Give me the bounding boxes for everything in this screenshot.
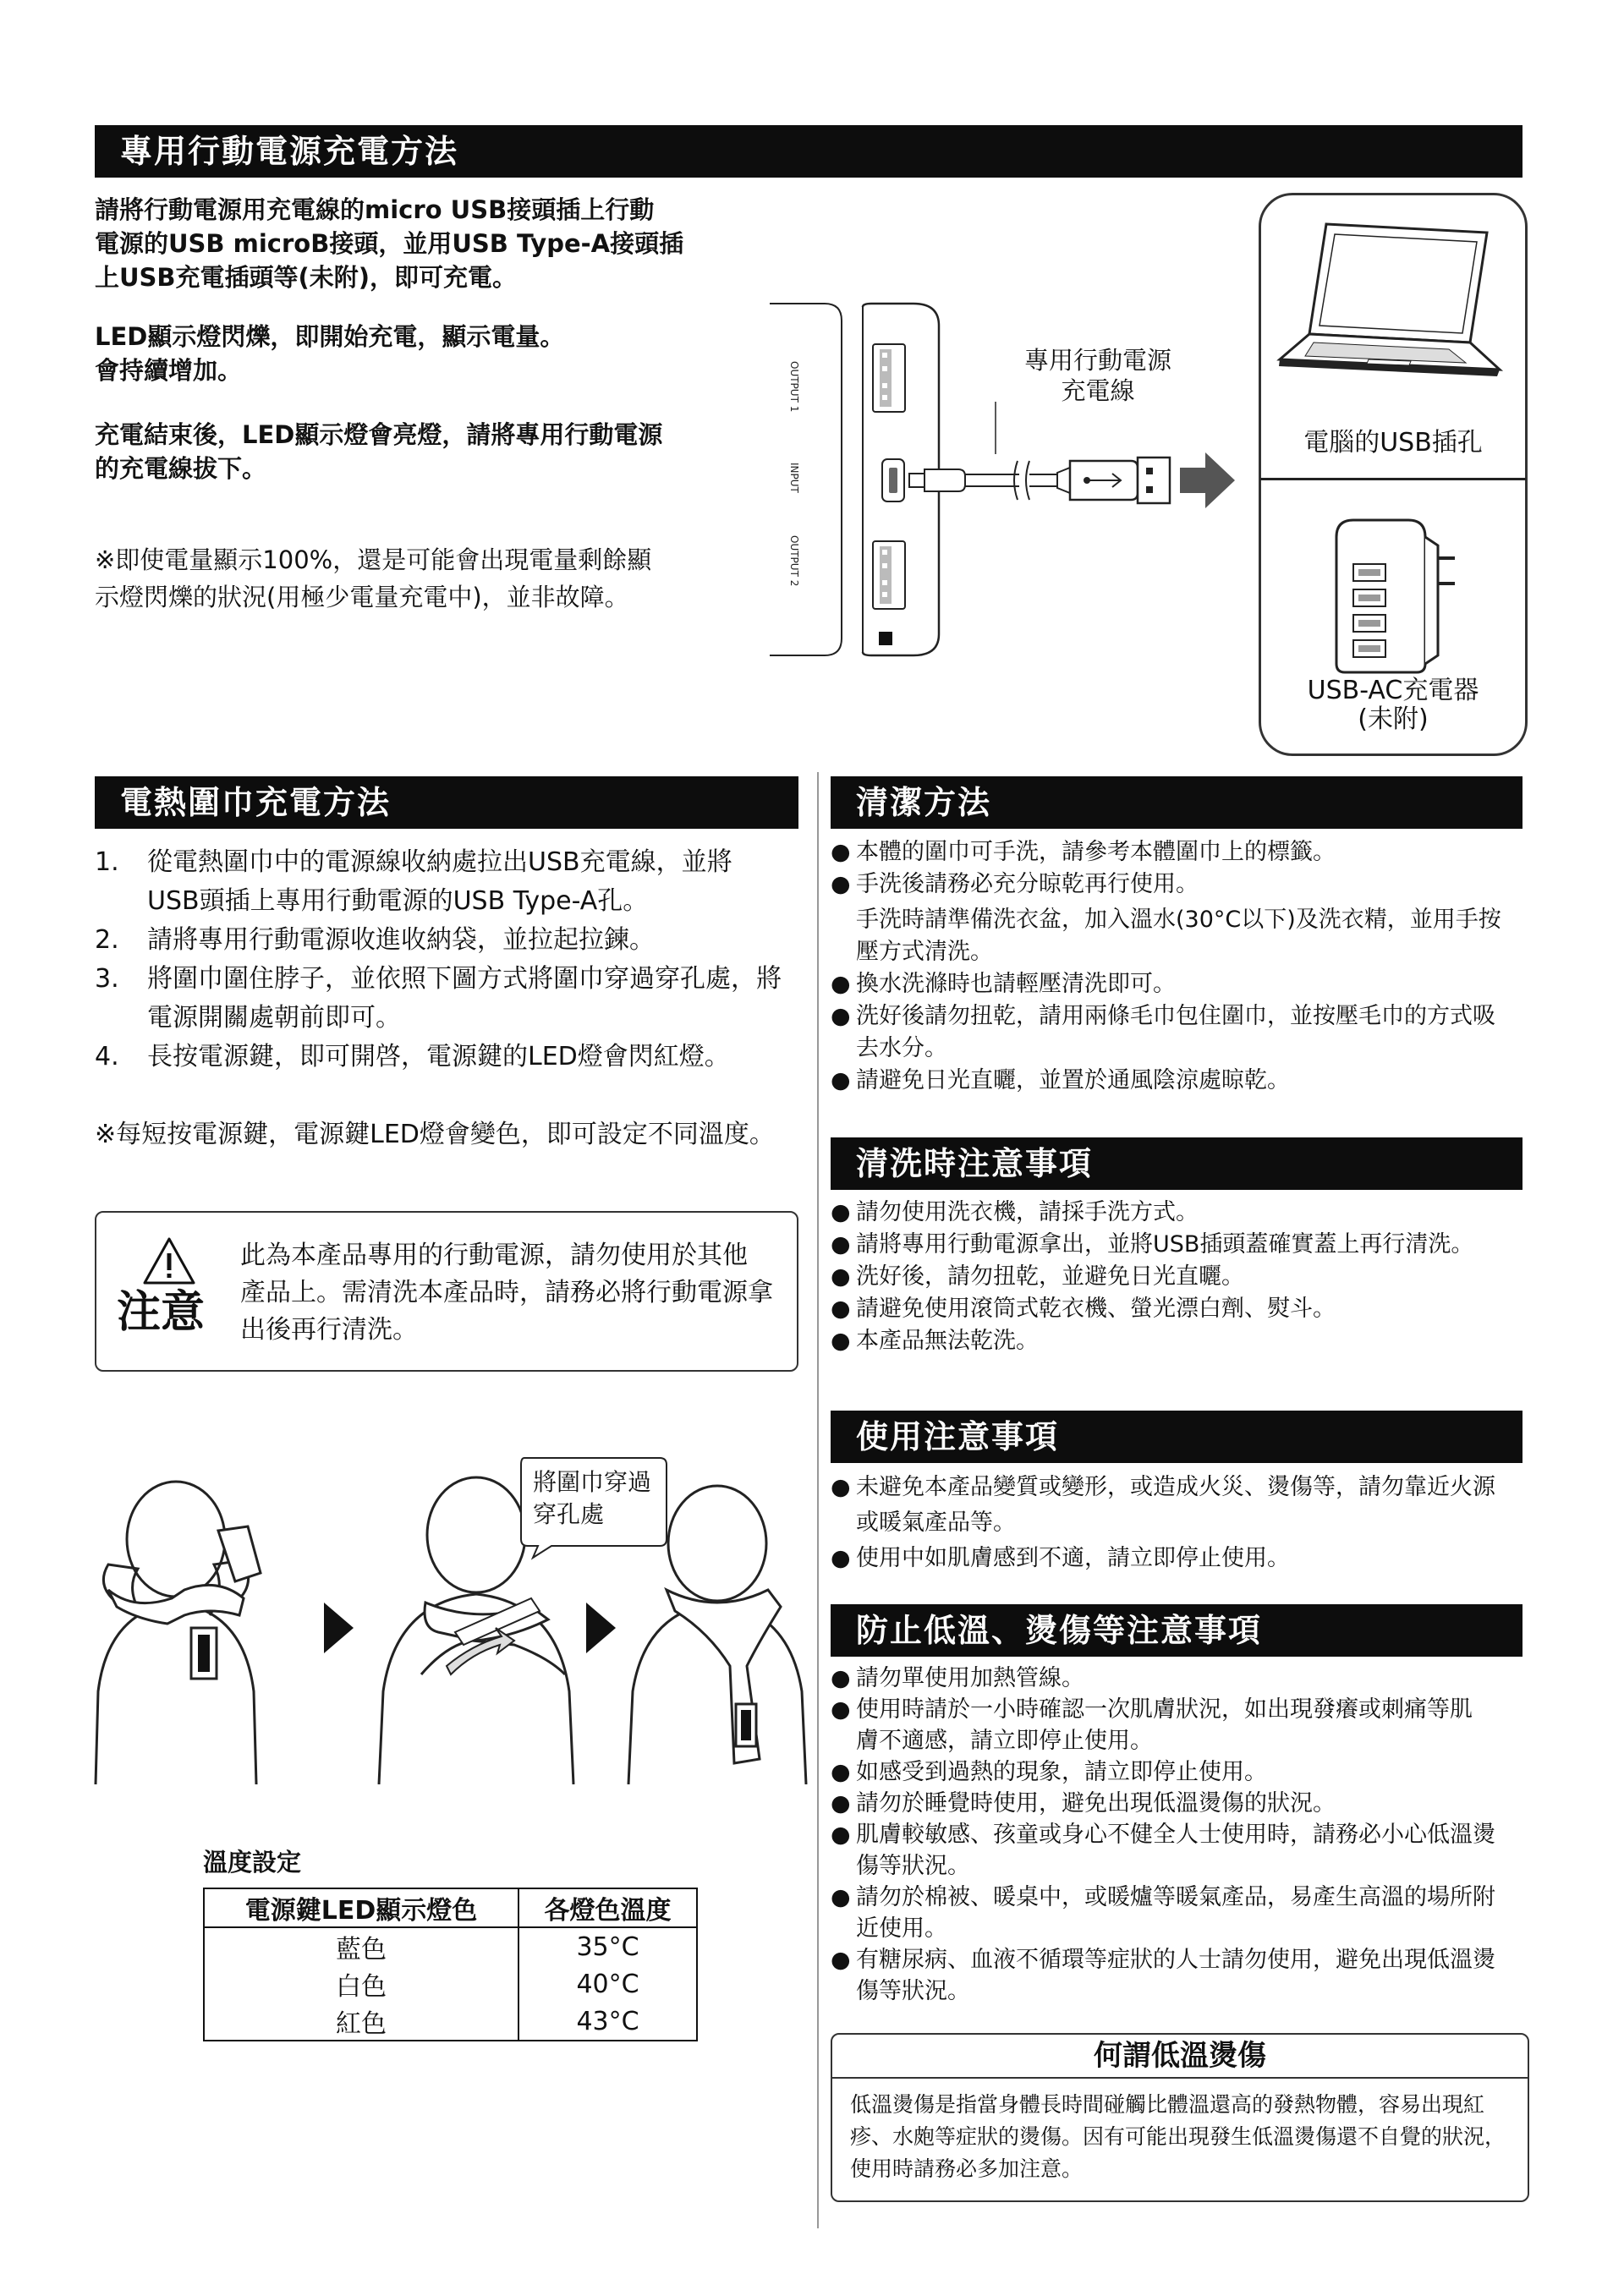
temperature-header-temp: 各燈色溫度: [518, 1888, 697, 1927]
temperature-header-row: [204, 1888, 697, 1927]
table-row: [204, 1965, 697, 2003]
color-cell: 白色: [204, 1965, 518, 2003]
list-item: ● 未避免本產品變質或變形，或造成火災、燙傷等，請勿靠近火源 或暖氣產品等。: [831, 1470, 1533, 1541]
scarf-temperature-note: ※每短按電源鍵，電源鍵LED燈會變色，即可設定不同溫度。: [95, 1120, 775, 1149]
port-label-input: INPUT: [788, 463, 800, 493]
temp-cell: 43°C: [518, 2003, 697, 2041]
port-label-output1: OUTPUT 1: [788, 361, 800, 413]
charger-divider: [1260, 478, 1526, 480]
ac-charger-label: USB-AC充電器 (未附): [1307, 676, 1479, 734]
color-cell: 紅色: [204, 2003, 518, 2041]
list-item: ● 本體的圍巾可手洗，請參考本體圍巾上的標籤。: [831, 836, 1533, 869]
section-title-cleaning: 清潔方法: [831, 776, 1522, 829]
caution-text: 此為本產品專用的行動電源，請勿使用於其他 產品上。需清洗本產品時，請務必將行動電源拿 出後再行清洗。: [240, 1241, 773, 1345]
scarf-wearing-illustration: [91, 1463, 812, 1784]
scarf-steps: [95, 843, 814, 1077]
ac-charger-icon: [1328, 512, 1459, 677]
section-title-washing: 清洗時注意事項: [831, 1137, 1522, 1190]
list-item: ● 請將專用行動電源拿出，並將USB插頭蓋確實蓋上再行清洗。: [831, 1229, 1533, 1261]
temperature-table: [203, 1888, 698, 2041]
list-item: ● 請避免使用滾筒式乾衣機、螢光漂白劑、熨斗。: [831, 1293, 1533, 1325]
caution-label: 注意: [117, 1287, 206, 1338]
list-item: ● 肌膚較敏感、孩童或身心不健全人士使用時，請務必小心低溫燙 傷等狀況。: [831, 1819, 1533, 1882]
lowtemp-title: 何謂低溫燙傷: [832, 2035, 1528, 2079]
cable-label: 專用行動電源 充電線: [1023, 346, 1171, 405]
washing-list: [831, 1197, 1533, 1357]
scarf-step: 3. 將圍巾圍住脖子，並依照下圖方式將圍巾穿過穿孔處，將 電源開關處朝前即可。: [95, 964, 782, 1033]
usage-list: [831, 1470, 1533, 1576]
table-row: [204, 2003, 697, 2041]
temperature-title: 溫度設定: [203, 1848, 302, 1877]
scarf-step: 1. 從電熱圍巾中的電源線收納處拉出USB充電線，並將 USB頭插上專用行動電源的USB Type-A孔。: [95, 847, 732, 916]
port-label-output2: OUTPUT 2: [788, 535, 800, 587]
powerbank-paragraph-3: 充電結束後，LED顯示燈會亮燈，請將專用行動電源 的充電線拔下。: [95, 420, 663, 483]
list-item: ● 本產品無法乾洗。: [831, 1325, 1533, 1357]
laptop-icon: [1276, 216, 1504, 406]
list-item: ● 使用時請於一小時確認一次肌膚狀況，如出現發癢或刺痛等肌 膚不適感，請立即停止使用。: [831, 1694, 1533, 1756]
list-item: ● 如感受到過熱的現象，請立即停止使用。: [831, 1756, 1533, 1788]
section-title-scarf: 電熱圍巾充電方法: [95, 776, 798, 829]
list-item: ● 洗好後，請勿扭乾，並避免日光直曬。: [831, 1261, 1533, 1293]
burn-list: [831, 1663, 1533, 2007]
list-item: ● 請避免日光直曬，並置於通風陰涼處晾乾。: [831, 1065, 1533, 1097]
list-item: ● 洗好後請勿扭乾，請用兩條毛巾包住圍巾，並按壓毛巾的方式吸 去水分。: [831, 1000, 1533, 1065]
temp-cell: 35°C: [518, 1927, 697, 1965]
table-row: [204, 1927, 697, 1965]
color-cell: 藍色: [204, 1927, 518, 1965]
lowtemp-text: 低溫燙傷是指當身體長時間碰觸比體溫還高的發熱物體，容易出現紅 疹、水皰等症狀的燙傷。因有可能出現發生低溫燙傷還不自覺的狀況， 使用時請務必多加注意。: [850, 2092, 1506, 2181]
powerbank-paragraph-2: LED顯示燈閃爍，即開始充電，顯示電量。 會持續增加。: [95, 322, 565, 385]
section-title-burn: 防止低溫、燙傷等注意事項: [831, 1604, 1522, 1657]
section-title-powerbank: 專用行動電源充電方法: [95, 125, 1522, 178]
pc-usb-label: 電腦的USB插孔: [1303, 428, 1483, 458]
warning-icon: [142, 1236, 196, 1285]
temperature-header-color: 電源鍵LED顯示燈色: [204, 1888, 518, 1927]
list-item: ● 請勿單使用加熱管線。: [831, 1663, 1533, 1694]
section-title-usage: 使用注意事項: [831, 1411, 1522, 1463]
column-divider: [817, 772, 819, 2228]
person-1: [96, 1482, 256, 1784]
scarf-step: 4. 長按電源鍵，即可開啓，電源鍵的LED燈會閃紅燈。: [95, 1042, 730, 1071]
list-item: ● 請勿於棉被、暖桌中，或暖爐等暖氣產品，易產生高溫的場所附 近使用。: [831, 1882, 1533, 1944]
list-item: ● 手洗後請務必充分晾乾再行使用。 手洗時請準備洗衣盆，加入溫水(30°C以下)及洗衣精，並用手按 壓方式清洗。: [831, 869, 1533, 968]
list-item: ● 換水洗滌時也請輕壓清洗即可。: [831, 968, 1533, 1000]
scarf-step: 2. 請將專用行動電源收進收納袋，並拉起拉鍊。: [95, 925, 655, 955]
temp-cell: 40°C: [518, 1965, 697, 2003]
cleaning-list: [831, 836, 1533, 1097]
list-item: ● 請勿於睡覺時使用，避免出現低溫燙傷的狀況。: [831, 1788, 1533, 1819]
list-item: ● 有糖尿病、血液不循環等症狀的人士請勿使用，避免出現低溫燙 傷等狀況。: [831, 1944, 1533, 2007]
list-item: ● 請勿使用洗衣機，請採手洗方式。: [831, 1197, 1533, 1229]
powerbank-paragraph-4: ※即使電量顯示100%，還是可能會出現電量剩餘顯 示燈閃爍的狀況(用極少電量充電中)，並非故障。: [95, 545, 652, 611]
list-item: ● 使用中如肌膚感到不適，請立即停止使用。: [831, 1541, 1533, 1576]
powerbank-paragraph-1: 請將行動電源用充電線的micro USB接頭插上行動 電源的USB microB接頭，並用USB Type-A接頭插 上USB充電插頭等(未附)，即可充電。: [95, 195, 684, 292]
speech-bubble-text: 將圍巾穿過 穿孔處: [533, 1468, 652, 1528]
